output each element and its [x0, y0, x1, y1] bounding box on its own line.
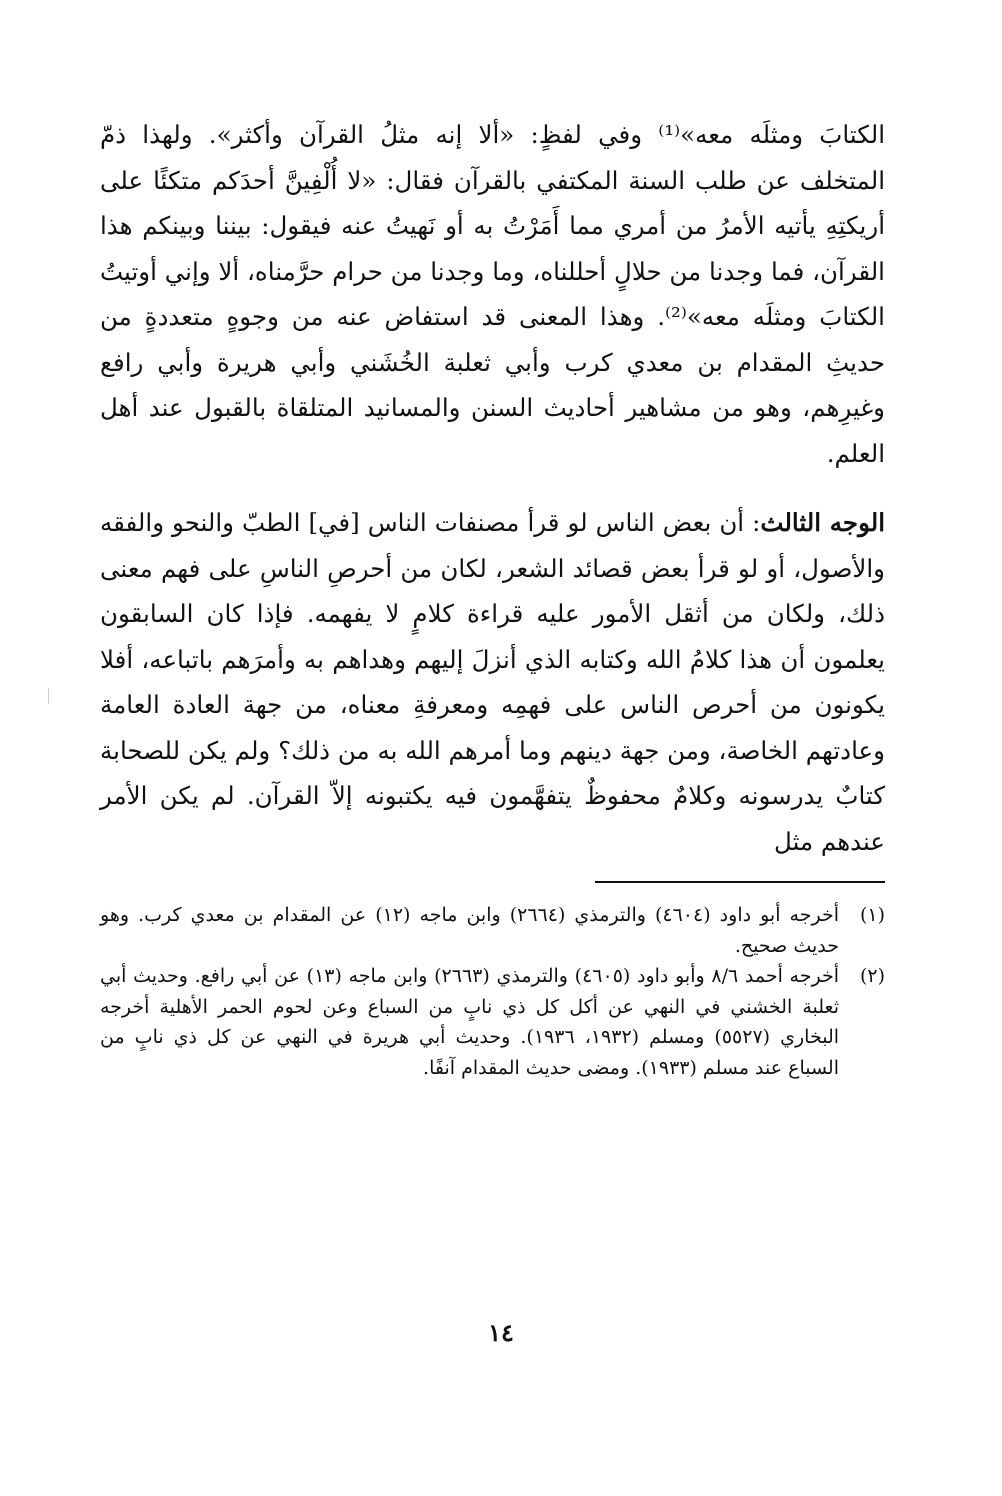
- footnote-2: [100, 961, 885, 1083]
- paragraph-2: [100, 500, 885, 864]
- page-body: [100, 112, 885, 864]
- scan-margin-mark: [48, 688, 49, 704]
- footnote-text: أخرجه أبو داود (٤٦٠٤) والترمذي (٢٦٦٤) وابن ماجه (١٢) عن المقدام بن معدي كرب. وهو حديث صحيح.: [100, 904, 839, 957]
- footnote-text: أخرجه أحمد ٨/٦ وأبو داود (٤٦٠٥) والترمذي (٢٦٦٣) وابن ماجه (١٣) عن أبي رافع. وحديث أبي ثعلبة الخشني في النهي عن أكل كل ذي نابٍ من السباع وعن لحوم الحمر الأهلية أخرجه البخاري (٥٥٢٧) ومسلم (١٩٣٢، ١٩٣٦). وحديث أبي هريرة في النهي عن كل ذي نابٍ من السباع عند مسلم (١٩٣٣). ومضى حديث المقدام آنفًا.: [100, 965, 840, 1079]
- footnotes: [100, 900, 885, 1083]
- footnote-1: [100, 900, 885, 961]
- footnote-number: (٢): [859, 965, 885, 987]
- footnote-number: (١): [859, 904, 885, 926]
- paragraph-1: الكتابَ ومثلَه معه»⁽¹⁾ وفي لفظٍ: «ألا إنه مثلُ القرآن وأكثر». ولهذا ذمّ المتخلف عن طلب السنة المكتفي بالقرآن فقال: «لا أُلْفِينَّ أحدَكم متكئًا على أريكتِهِ يأتيه الأمرُ من أمري مما أَمَرْتُ به أو نَهيتُ عنه فيقول: بيننا وبينكم هذا القرآن، فما وجدنا من حلالٍ أحللناه، وما وجدنا من حرام حرَّمناه، ألا وإني أوتيتُ الكتابَ ومثلَه معه»⁽²⁾. وهذا المعنى قد استفاض عنه من وجوهٍ متعددةٍ من حديثِ المقدام بن معدي كرب وأبي ثعلبة الخُشَني وأبي هريرة وأبي رافع وغيرِهم، وهو من مشاهير أحاديث السنن والمسانيد المتلقاة بالقبول عند أهل العلم.: [100, 120, 885, 468]
- footnote-separator: [595, 881, 885, 883]
- section-lead-heading: الوجه الثالث: [760, 508, 886, 537]
- page-number: ١٤: [488, 1318, 514, 1347]
- paragraph-2-text: : أن بعض الناس لو قرأ مصنفات الناس [في] الطبّ والنحو والفقه والأصول، أو لو قرأ بعض قصائد الشعر، لكان من أحرصِ الناسِ على فهم معنى ذلك، ولكان من أثقل الأمور عليه قراءة كلامٍ لا يفهمه. فإذا كان السابقون يعلمون أن هذا كلامُ الله وكتابه الذي أنزلَ إليهم وهداهم به وأمرَهم باتباعه، أفلا يكونون من أحرص الناس على فهمِه ومعرفةِ معناه، من جهة العادة العامة وعادتهم الخاصة، ومن جهة دينهم وما أمرهم الله به من ذلك؟ ولم يكن للصحابة كتابٌ يدرسونه وكلامٌ محفوظٌ يتفهَّمون فيه يكتبونه إلاّ القرآن. لم يكن الأمر عندهم مثل: [100, 508, 885, 856]
